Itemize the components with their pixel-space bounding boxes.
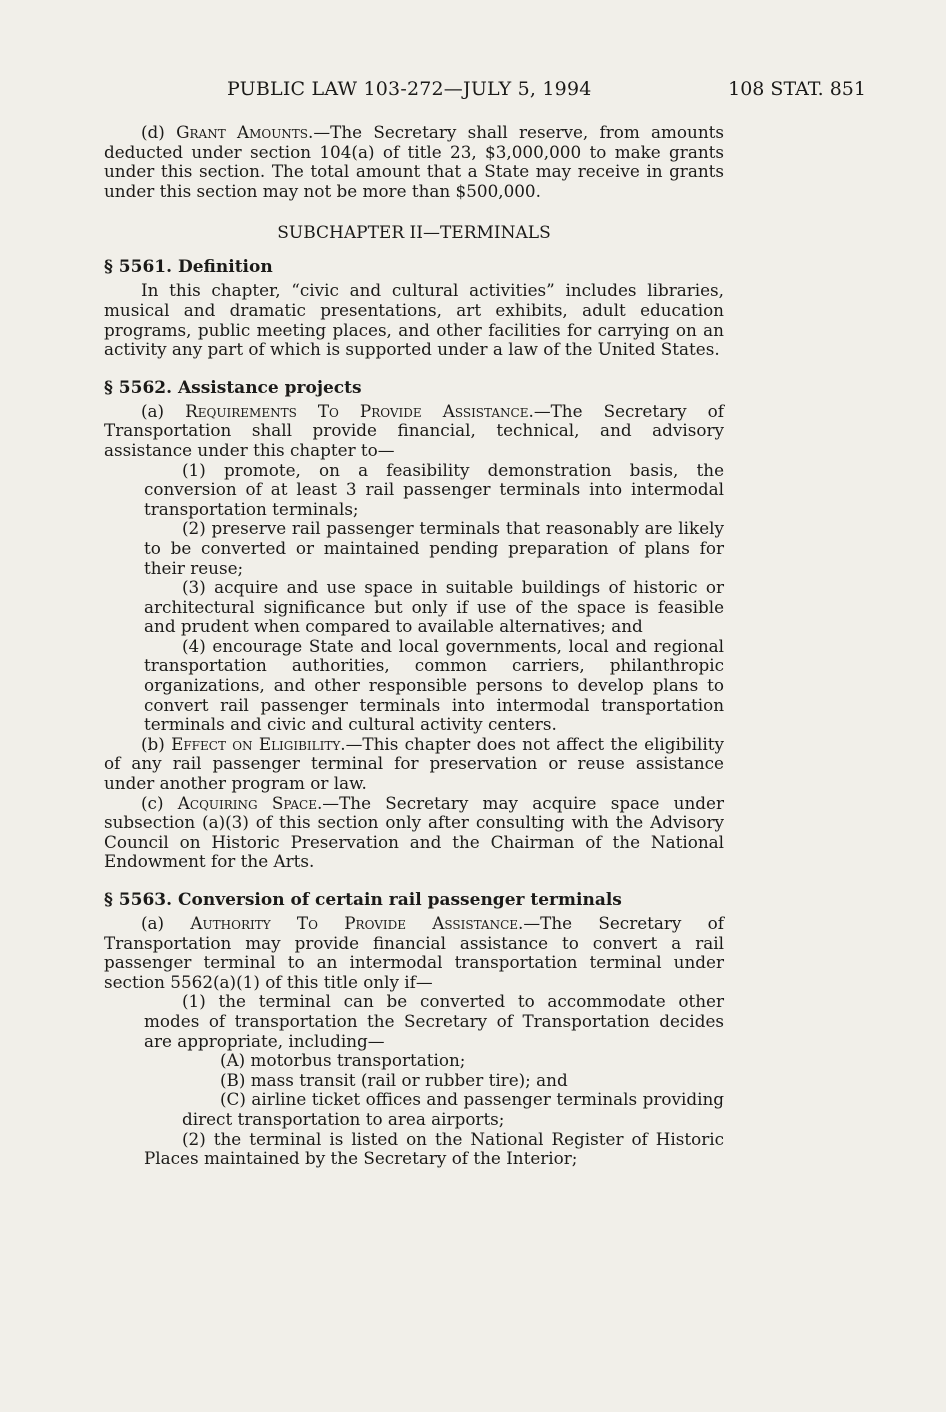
section-5563-subitem-a: (A) motorbus transportation;: [220, 1050, 466, 1071]
subsection-b-dash: .—: [340, 733, 363, 754]
section-5563-item-1: (1) the terminal can be converted to accommodate other modes of transportation the Secretary of Transportation decides are appropriate, including—: [144, 991, 724, 1051]
section-5562-subsection-a: [104, 402, 724, 461]
subsection-a-text: The Secretary of Transportation shall provide financial, technical, and advisory assistance under this chapter to—: [104, 400, 724, 460]
statute-page-reference: 108 STAT. 851: [728, 78, 866, 100]
subsection-c-heading: Acquiring Space: [177, 792, 317, 813]
section-5563-subitem-b: (B) mass transit (rail or rubber tire); and: [220, 1069, 568, 1090]
grant-amounts-text: The Secretary shall reserve, from amounts deducted under section 104(a) of title 23, $3,000,000 to make grants under this section. The total amount that a State may receive in grants under this section may not be more than $500,000.: [104, 122, 724, 201]
subsection-b-text: This chapter does not affect the eligibility of any rail passenger terminal for preservation or reuse assistance under another program or law.: [104, 733, 724, 794]
subsection-c-marker: (c): [141, 792, 164, 813]
s5563-a-heading: Authority To Provide Assistance: [190, 913, 519, 933]
section-5563-heading: § 5563. Conversion of certain rail passenger terminals: [104, 890, 622, 910]
subsection-c-dash: .—: [316, 792, 340, 813]
subsection-a-marker: (a): [141, 400, 165, 421]
section-5562-item-2: (2) preserve rail passenger terminals that reasonably are likely to be converted or maintained pending preparation of plans for their reuse;: [144, 518, 724, 578]
section-5562-item-4: (4) encourage State and local governments, local and regional transportation authorities, common carriers, philanthropic organizations, and other responsible persons to develop plans to convert rail passenger terminals into intermodal transportation terminals and civic and cultural activity centers.: [144, 635, 724, 735]
section-5563-item-2: (2) the terminal is listed on the National Register of Historic Places maintained by the Secretary of the Interior;: [144, 1128, 724, 1169]
grant-amounts-marker: (d): [141, 122, 165, 142]
subsection-b-marker: (b): [141, 733, 165, 754]
subsection-a-dash: .—: [528, 400, 551, 421]
page-header: [0, 78, 946, 108]
s5563-a-text: The Secretary of Transportation may provide financial assistance to convert a rail passenger terminal to an intermodal transportation terminal under section 5562(a)(1) of this title only if—: [104, 913, 724, 992]
s5563-a-dash: .—: [518, 913, 541, 933]
running-head: PUBLIC LAW 103-272—JULY 5, 1994: [227, 78, 592, 100]
section-5562-heading: § 5562. Assistance projects: [104, 377, 362, 398]
section-5562-subsection-c: [104, 794, 724, 872]
body-text: [104, 123, 724, 1169]
grant-amounts-paragraph: [104, 123, 724, 201]
section-5562-item-1: (1) promote, on a feasibility demonstration basis, the conversion of at least 3 rail passenger terminals into intermodal transportation terminals;: [144, 459, 724, 519]
subchapter-title: SUBCHAPTER II—TERMINALS: [277, 223, 551, 244]
subsection-a-heading: Requirements To Provide Assistance: [185, 400, 529, 421]
grant-amounts-dash: .—: [308, 122, 331, 142]
section-5561-heading: § 5561. Definition: [104, 257, 273, 278]
section-5561-text: In this chapter, “civic and cultural activities” includes libraries, musical and dramatic presentations, art exhibits, adult education programs, public meeting places, and other facilities for carrying on an activity any part of which is supported under a law of the United States.: [104, 280, 724, 360]
section-5563-subitem-c: (C) airline ticket offices and passenger terminals providing direct transportation to area airports;: [182, 1089, 724, 1129]
section-5562-subsection-b: [104, 735, 724, 794]
subsection-c-text: The Secretary may acquire space under subsection (a)(3) of this section only after consulting with the Advisory Council on Historic Preservation and the Chairman of the National Endowment for the Arts.: [104, 792, 724, 872]
section-5563-subsection-a: [104, 914, 724, 992]
grant-amounts-heading: Grant Amounts: [176, 122, 309, 142]
s5563-a-marker: (a): [141, 913, 165, 933]
section-5562-item-3: (3) acquire and use space in suitable buildings of historic or architectural significance but only if use of the space is feasible and prudent when compared to available alternatives; and: [144, 577, 724, 637]
subsection-b-heading: Effect on Eligibility: [171, 733, 341, 754]
